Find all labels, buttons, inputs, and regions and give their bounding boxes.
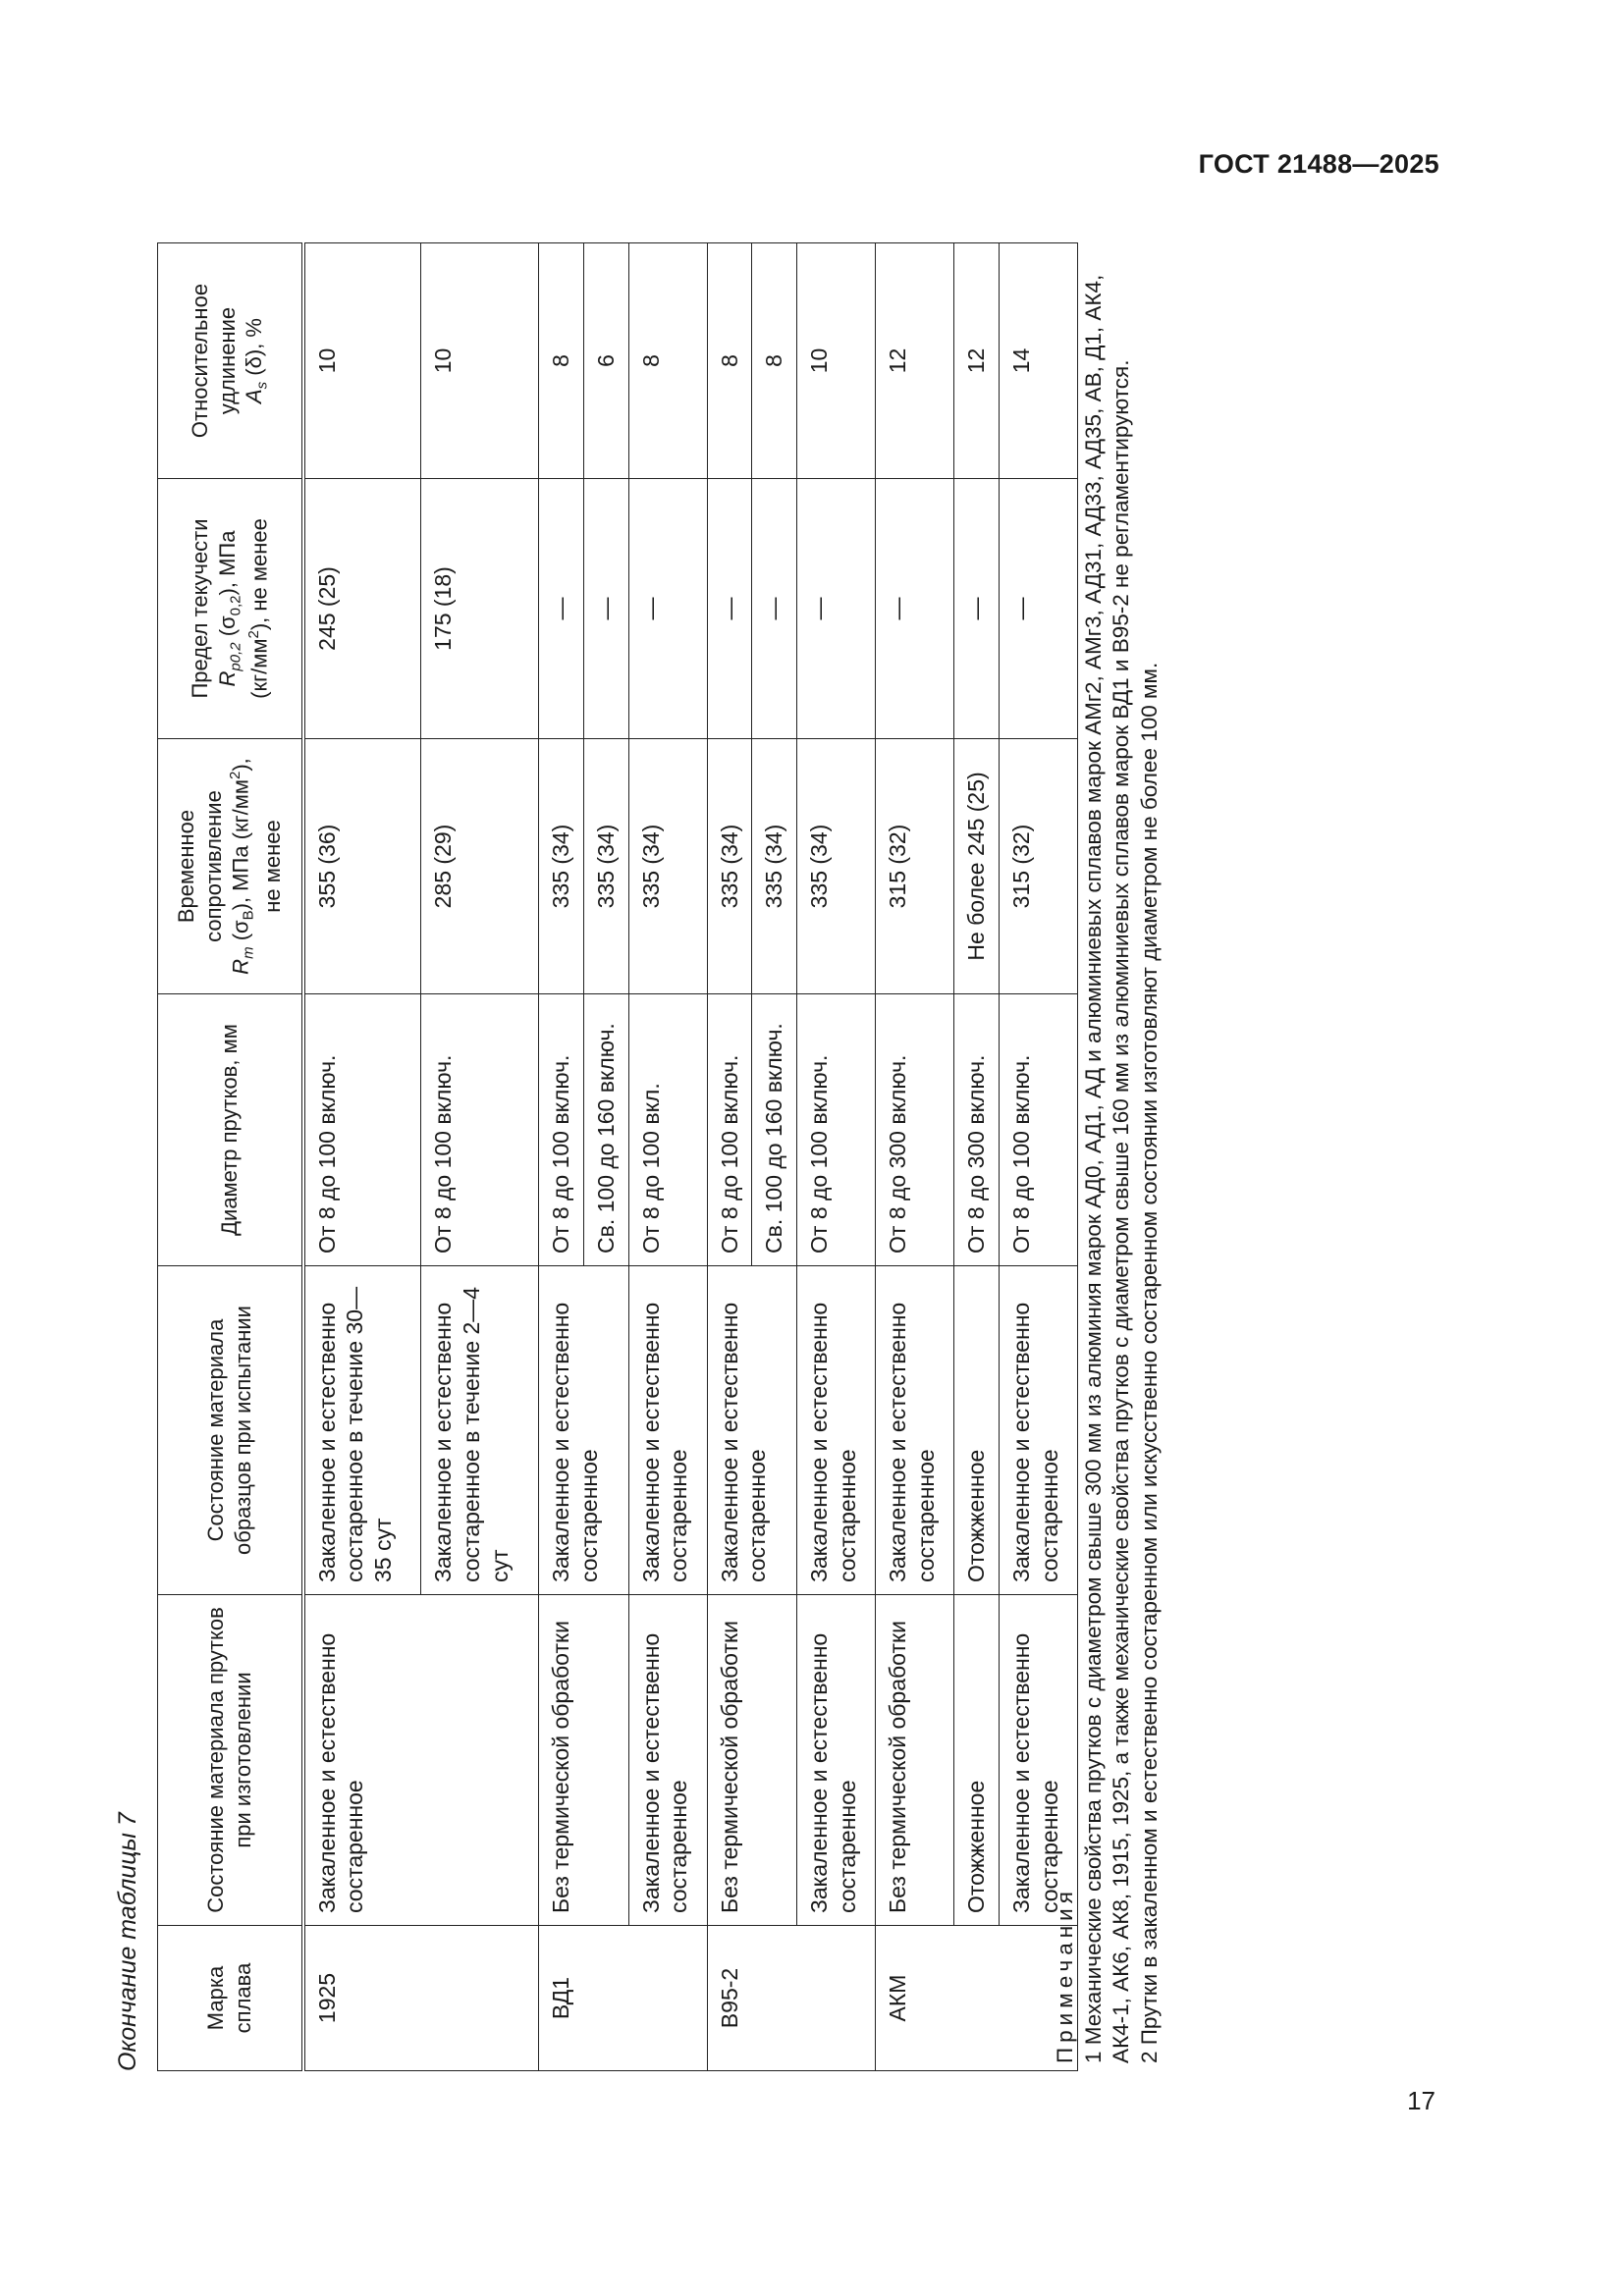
cell-diameter: От 8 до 300 включ. [954, 994, 1000, 1266]
mechanical-properties-table [157, 242, 1078, 2071]
elongation-symbol-sub: s [253, 381, 271, 390]
cell-yield: — [583, 479, 628, 739]
note-item: 1 Механические свойства прутков с диаметром свыше 300 мм из алюминия марок АД0, АД1, АД и алюминиевых сплавов марок АМг2, АМг3, АД31, АД33, АД35, АВ, Д1, АК4, АК4-1, АК6, АК8, 1915, 1925, а также механические свойства прутков с диаметром свыше 160 мм из алюминиевых сплавов марок ВД1 и В95-2 не регламентируются. [1080, 274, 1134, 2063]
page-number: 17 [1407, 2086, 1435, 2115]
table-continuation-caption: Окончание таблицы 7 [114, 1812, 141, 2071]
table-row [303, 243, 421, 2071]
table-row [628, 243, 707, 2071]
cell-yield: — [954, 479, 1000, 739]
cell-sample-state: Закаленное и естественно состаренное [999, 1266, 1077, 1595]
cell-tensile: 335 (34) [797, 739, 876, 994]
cell-sample-state: Закаленное и естественно состаренное [797, 1266, 876, 1595]
cell-grade: 1925 [303, 1926, 539, 2071]
cell-yield: — [876, 479, 954, 739]
cell-rod-state: Закаленное и естественно состаренное [999, 1595, 1077, 1926]
col-header-diameter: Диаметр прутков, мм [158, 994, 303, 1266]
cell-yield: — [628, 479, 707, 739]
cell-rod-state: Закаленное и естественно состаренное [797, 1595, 876, 1926]
cell-sample-state: Закаленное и естественно состаренное [539, 1266, 629, 1595]
cell-tensile: 335 (34) [539, 739, 584, 994]
cell-tensile: 315 (32) [876, 739, 954, 994]
tensile-unit-sup: 2 [227, 771, 244, 779]
cell-diameter: От 8 до 100 включ. [999, 994, 1077, 1266]
cell-tensile: 335 (34) [628, 739, 707, 994]
cell-yield: — [539, 479, 584, 739]
cell-rod-state: Закаленное и естественно состаренное [628, 1595, 707, 1926]
cell-elongation: 8 [707, 243, 752, 479]
cell-grade: В95-2 [707, 1926, 876, 2071]
yield-unit-sup: 2 [244, 630, 262, 639]
cell-elongation: 12 [954, 243, 1000, 479]
tensile-header-tail: не менее [259, 820, 285, 913]
cell-tensile: 285 (29) [421, 739, 539, 994]
cell-tensile: 335 (34) [752, 739, 797, 994]
cell-sample-state: Отожженное [954, 1266, 1000, 1595]
yield-sigma: (σ [214, 615, 240, 643]
notes-heading: Примечания [1053, 1887, 1077, 2063]
cell-yield: 245 (25) [303, 479, 421, 739]
cell-elongation: 8 [752, 243, 797, 479]
col-header-elongation [158, 243, 303, 479]
cell-diameter: От 8 до 100 вкл. [628, 994, 707, 1266]
cell-elongation: 8 [628, 243, 707, 479]
col-header-tensile-strength [158, 739, 303, 994]
cell-elongation: 10 [303, 243, 421, 479]
col-header-sample-state: Состояние материала образцов при испытании [158, 1266, 303, 1595]
rotated-content [114, 245, 1253, 2071]
tensile-header-lead: Временное сопротивление [174, 790, 226, 942]
cell-rod-state: Без термической обработки [707, 1595, 797, 1926]
table-row [707, 243, 752, 2071]
tensile-unit: ), МПа (кг/мм [228, 779, 253, 911]
table-header-row [158, 243, 303, 2071]
cell-diameter: Св. 100 до 160 включ. [583, 994, 628, 1266]
cell-yield: — [797, 479, 876, 739]
cell-diameter: От 8 до 300 включ. [876, 994, 954, 1266]
yield-symbol-sub: p0,2 [226, 642, 244, 671]
yield-unit: ), МПа [214, 530, 240, 596]
standard-designation: ГОСТ 21488—2025 [1198, 149, 1439, 179]
elongation-symbol: A [242, 389, 267, 403]
cell-diameter: От 8 до 100 включ. [797, 994, 876, 1266]
cell-tensile: 315 (32) [999, 739, 1077, 994]
cell-diameter: От 8 до 100 включ. [421, 994, 539, 1266]
col-header-yield-strength [158, 479, 303, 739]
cell-diameter: От 8 до 100 включ. [303, 994, 421, 1266]
yield-header-tail: ), не менее [245, 518, 271, 631]
cell-rod-state: Отожженное [954, 1595, 1000, 1926]
cell-grade: ВД1 [539, 1926, 708, 2071]
cell-rod-state: Без термической обработки [876, 1595, 954, 1926]
cell-diameter: От 8 до 100 включ. [539, 994, 584, 1266]
yield-header-lead: Предел текучести [188, 518, 213, 699]
table-row [954, 243, 1000, 2071]
cell-grade: АКМ [876, 1926, 1078, 2071]
cell-yield: — [999, 479, 1077, 739]
elongation-unit: (δ), % [242, 318, 267, 382]
cell-sample-state: Закаленное и естественно состаренное в течение 30—35 сут [303, 1266, 421, 1595]
cell-elongation: 6 [583, 243, 628, 479]
cell-tensile: 335 (34) [707, 739, 752, 994]
cell-yield: — [752, 479, 797, 739]
tensile-unit-close: ), [228, 758, 253, 772]
cell-tensile: Не более 245 (25) [954, 739, 1000, 994]
yield-sigma-sub: 0,2 [226, 595, 244, 616]
cell-sample-state: Закаленное и естественно состаренное [876, 1266, 954, 1595]
cell-rod-state: Без термической обработки [539, 1595, 629, 1926]
cell-elongation: 10 [421, 243, 539, 479]
cell-elongation: 8 [539, 243, 584, 479]
cell-diameter: Св. 100 до 160 включ. [752, 994, 797, 1266]
tensile-sigma: (σ [228, 920, 253, 941]
elongation-header-lead: Относительное удлинение [188, 283, 240, 439]
cell-tensile: 355 (36) [303, 739, 421, 994]
tensile-sigma-sub: В [240, 910, 257, 921]
cell-yield: 175 (18) [421, 479, 539, 739]
cell-diameter: От 8 до 100 включ. [707, 994, 752, 1266]
tensile-symbol: R [228, 958, 253, 975]
cell-sample-state: Закаленное и естественно состаренное в течение 2—4 сут [421, 1266, 539, 1595]
table-row [539, 243, 584, 2071]
col-header-grade: Марка сплава [158, 1926, 303, 2071]
table-row [876, 243, 954, 2071]
tensile-symbol-sub: m [240, 946, 257, 959]
cell-elongation: 10 [797, 243, 876, 479]
cell-tensile: 335 (34) [583, 739, 628, 994]
cell-elongation: 14 [999, 243, 1077, 479]
cell-elongation: 12 [876, 243, 954, 479]
cell-yield: — [707, 479, 752, 739]
col-header-rod-state: Состояние материала прутков при изготовлении [158, 1595, 303, 1926]
yield-symbol: R [214, 670, 240, 687]
cell-sample-state: Закаленное и естественно состаренное [707, 1266, 797, 1595]
table-notes [1052, 257, 1164, 2063]
cell-rod-state: Закаленное и естественно состаренное [303, 1595, 539, 1926]
note-item: 2 Прутки в закаленном и естественно состаренном или искусственно состаренном состоянии изготовляют диаметром не более 100 мм. [1136, 662, 1162, 2063]
cell-sample-state: Закаленное и естественно состаренное [628, 1266, 707, 1595]
table-row [797, 243, 876, 2071]
yield-unit-kg: (кг/мм [245, 638, 271, 699]
